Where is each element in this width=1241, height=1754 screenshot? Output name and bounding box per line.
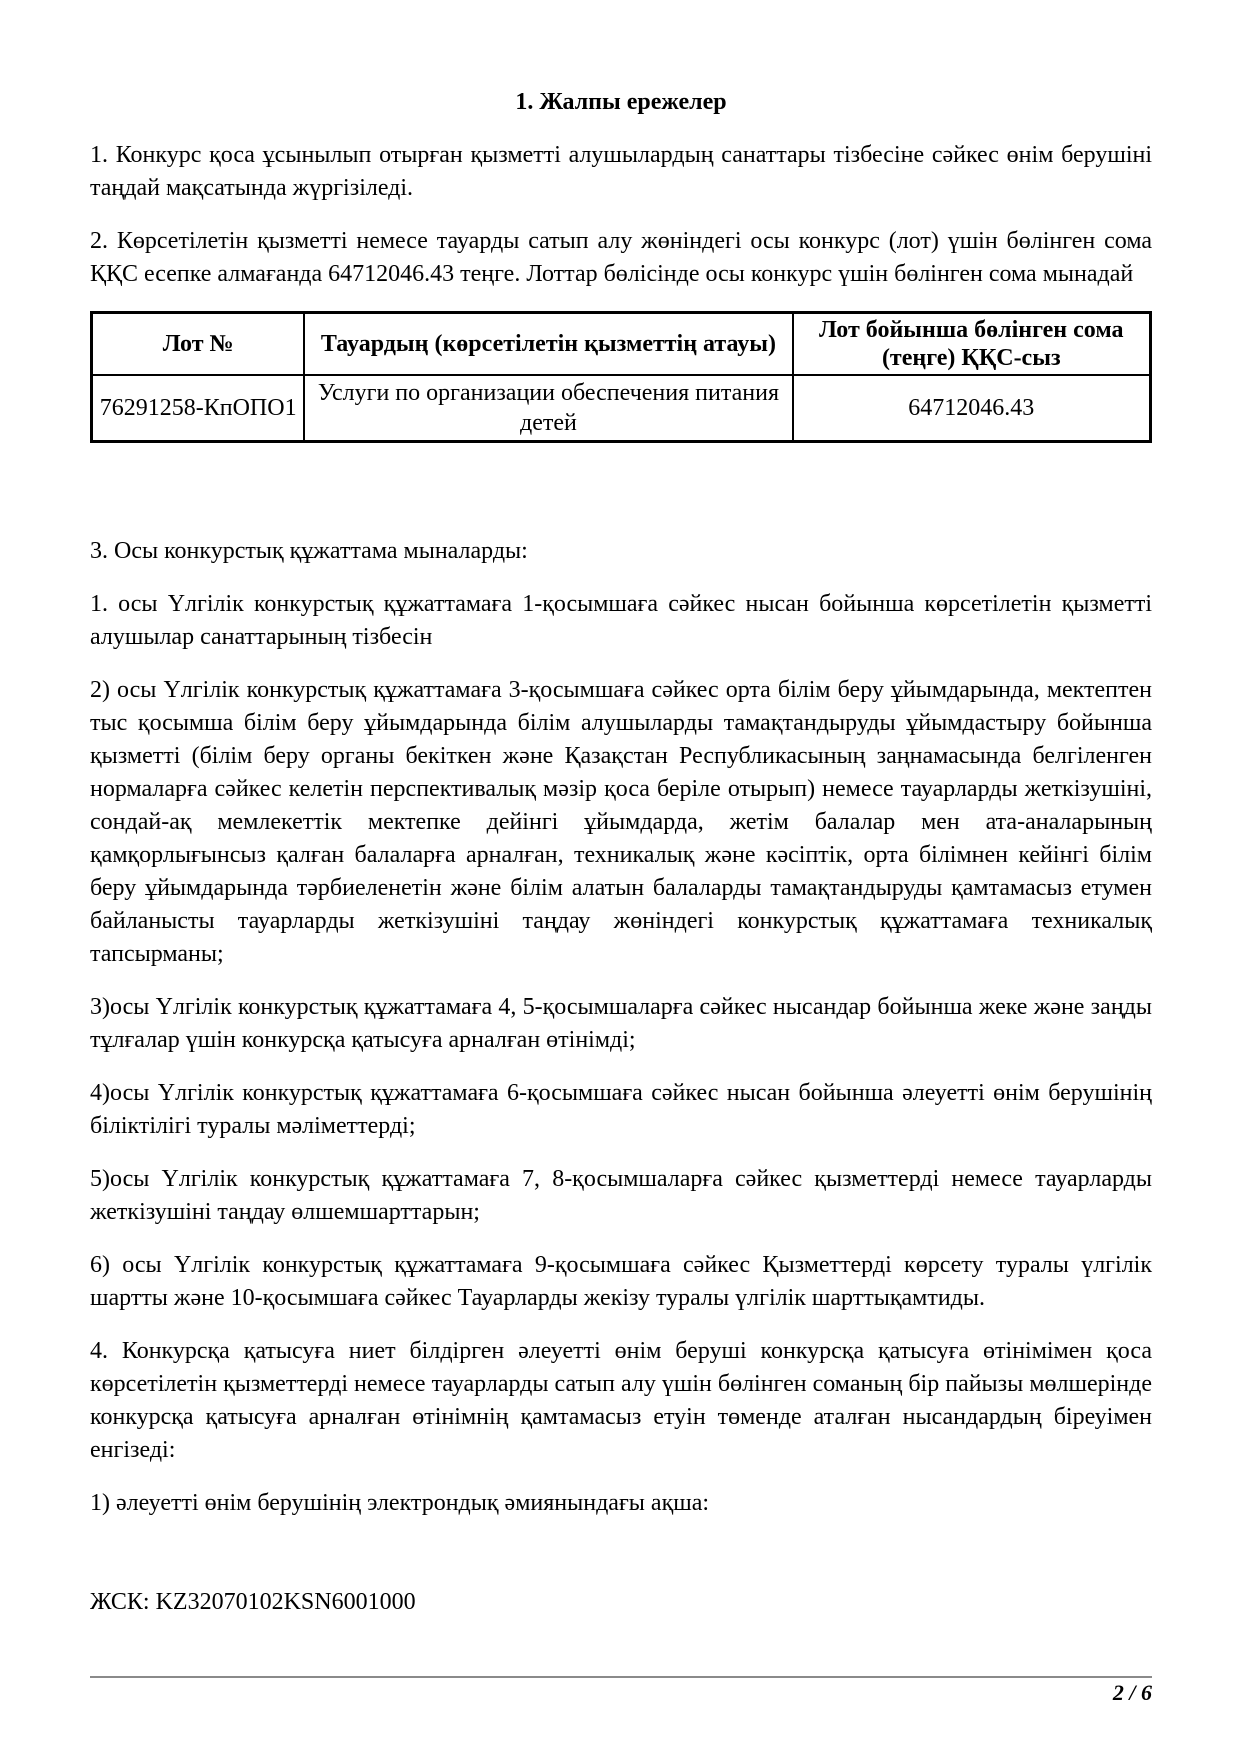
spacer xyxy=(90,1540,1152,1586)
list-item-3: 3)осы Үлгілік конкурстық құжаттамаға 4, 5-қосымшаларға сәйкес нысандар бойынша жеке және заңды тұлғалар үшін конкурсқа қатысуға арналған өтінімді; xyxy=(90,994,1152,1053)
header-lot-number: Лот № xyxy=(92,313,305,376)
paragraph-3: 3. Осы конкурстық құжаттама мыналарды: xyxy=(90,538,528,564)
cell-item-name: Услуги по организации обеспечения питания детей xyxy=(304,375,792,442)
table-row xyxy=(92,375,1151,442)
lot-table xyxy=(90,311,1152,443)
list-item-2: 2) осы Үлгілік конкурстық құжаттамаға 3-қосымшаға сәйкес орта білім беру ұйымдарында, мектептен тыс қосымша білім беру ұйымдарында білім алушыларды тамақтандыруды ұйымдастыру бойынша қызметті (білім беру органы бекіткен және Қазақстан Республикасының заңнамасында белгіленген нормаларға сәйкес келетін перспективалық мәзір қоса беріле отырып) немесе тауарларды жеткізушіні, сондай-ақ мемлекеттік мектепке дейінгі ұйымдарда, жетім балалар мен ата-аналарының қамқорлығынсыз қалған балаларға арналған, техникалық және кәсіптік, орта білімнен кейінгі білім беру ұйымдарында тәрбиеленетін және білім алатын балаларды тамақтандыруды қамтамасыз етумен байланысты тауарларды жеткізушіні таңдау жөніндегі конкурстық құжаттамаға техникалық тапсырманы; xyxy=(90,677,1152,967)
paragraph-4: 4. Конкурсқа қатысуға ниет білдірген әлеуетті өнім беруші конкурсқа қатысуға өтінімімен қоса көрсетілетін қызметтерді немесе тауарларды сатып алу үшін бөлінген соманың бір пайызы мөлшерінде конкурсқа қатысуға арналған өтінімнің қамтамасыз етуін төменде аталған нысандардың біреуімен енгізеді: xyxy=(90,1338,1152,1463)
page-number: 2 / 6 xyxy=(1112,1680,1152,1705)
page-title: 1. Жалпы ережелер xyxy=(515,89,727,115)
paragraph-5: 1) әлеуетті өнім берушінің электрондық әмиянындағы ақша: xyxy=(90,1490,710,1516)
list-item-1: 1. осы Үлгілік конкурстық құжаттамаға 1-қосымшаға сәйкес нысан бойынша көрсетілетін қызметті алушылар санаттарының тізбесін xyxy=(90,591,1152,650)
table-header-row xyxy=(92,313,1151,376)
list-item-6: 6) осы Үлгілік конкурстық құжаттамаға 9-қосымшаға сәйкес Қызметтерді көрсету туралы үлгілік шартты және 10-қосымшаға сәйкес Тауарларды жекізу туралы үлгілік шарттықамтиды. xyxy=(90,1252,1152,1311)
header-item-name: Тауардың (көрсетілетін қызметтің атауы) xyxy=(304,313,792,376)
page-footer xyxy=(90,1676,1152,1706)
spacer xyxy=(90,443,1152,535)
paragraph-1: 1. Конкурс қоса ұсынылып отырған қызметті алушылардың санаттары тізбесіне сәйкес өнім берушіні таңдай мақсатында жүргізіледі. xyxy=(90,142,1152,201)
account-line: ЖСК: KZ32070102KSN6001000 xyxy=(90,1589,416,1615)
paragraph-2: 2. Көрсетілетін қызметті немесе тауарды сатып алу жөніндегі осы конкурс (лот) үшін бөлінген сома ҚҚС есепке алмағанда 64712046.43 теңге. Лоттар бөлісінде осы конкурс үшін бөлінген сома мынадай xyxy=(90,228,1152,287)
list-item-5: 5)осы Үлгілік конкурстық құжаттамаға 7, 8-қосымшаларға сәйкес қызметтерді немесе тауарларды жеткізушіні таңдау өлшемшарттарын; xyxy=(90,1166,1152,1225)
cell-amount: 64712046.43 xyxy=(793,375,1151,442)
list-item-4: 4)осы Үлгілік конкурстық құжаттамаға 6-қосымшаға сәйкес нысан бойынша әлеуетті өнім берушінің біліктілігі туралы мәліметтерді; xyxy=(90,1080,1152,1139)
cell-lot-number: 76291258-КпОПО1 xyxy=(92,375,305,442)
header-amount: Лот бойынша бөлінген сома (теңге) ҚҚС-сыз xyxy=(793,313,1151,376)
